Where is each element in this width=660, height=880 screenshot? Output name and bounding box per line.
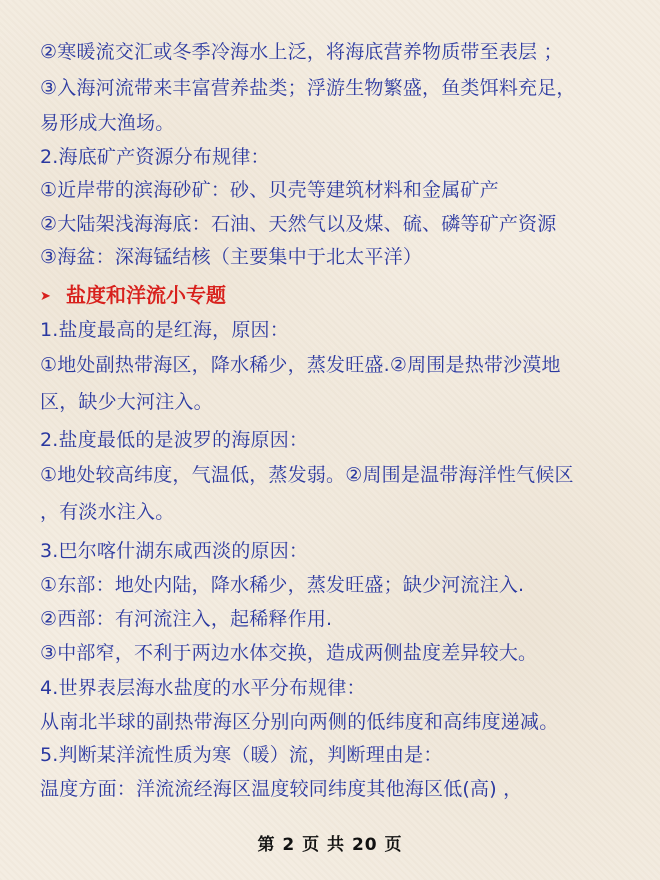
section-title: 盐度和洋流小专题: [66, 283, 226, 307]
text-line: ，有淡水注入。: [40, 501, 175, 523]
text-line: ③海盆：深海锰结核（主要集中于北太平洋）: [40, 246, 423, 268]
text-line: ②西部：有河流注入，起稀释作用.: [40, 608, 333, 630]
arrow-bullet-icon: ➤: [40, 289, 51, 304]
text-line: ①东部：地处内陆，降水稀少，蒸发旺盛；缺少河流注入.: [40, 574, 525, 596]
text-line: 从南北半球的副热带海区分别向两侧的低纬度和高纬度递减。: [40, 711, 559, 733]
text-line: ②寒暖流交汇或冬季冷海水上泛，将海底营养物质带至表层 ；: [40, 41, 563, 63]
section-heading: [40, 282, 640, 310]
text-line: 温度方面：洋流流经海区温度较同纬度其他海区低(高) ，: [40, 778, 523, 800]
text-line: ①近岸带的滨海砂矿：砂、贝壳等建筑材料和金属矿产: [40, 179, 499, 201]
text-line: 4.世界表层海水盐度的水平分布规律：: [40, 677, 366, 699]
text-line: 2.盐度最低的是波罗的海原因：: [40, 429, 309, 451]
text-line: 5.判断某洋流性质为寒（暖）流，判断理由是：: [40, 744, 443, 766]
text-line: ③中部窄，不利于两边水体交换，造成两侧盐度差异较大。: [40, 642, 538, 664]
text-line: ③入海河流带来丰富营养盐类；浮游生物繁盛，鱼类饵料充足，: [40, 77, 576, 99]
text-line: 2.海底矿产资源分布规律：: [40, 146, 270, 168]
text-line: ①地处副热带海区，降水稀少，蒸发旺盛.②周围是热带沙漠地: [40, 354, 561, 376]
text-line: 3.巴尔喀什湖东咸西淡的原因：: [40, 540, 309, 562]
page-number-footer: 第 2 页 共 20 页: [257, 835, 403, 855]
text-line: 区，缺少大河注入。: [40, 391, 213, 413]
text-line: ②大陆架浅海海底：石油、天然气以及煤、硫、磷等矿产资源: [40, 213, 557, 235]
text-line: 1.盐度最高的是红海，原因：: [40, 319, 289, 341]
text-line: 易形成大渔场。: [40, 112, 175, 134]
text-line: ①地处较高纬度，气温低，蒸发弱。②周围是温带海洋性气候区: [40, 464, 574, 486]
